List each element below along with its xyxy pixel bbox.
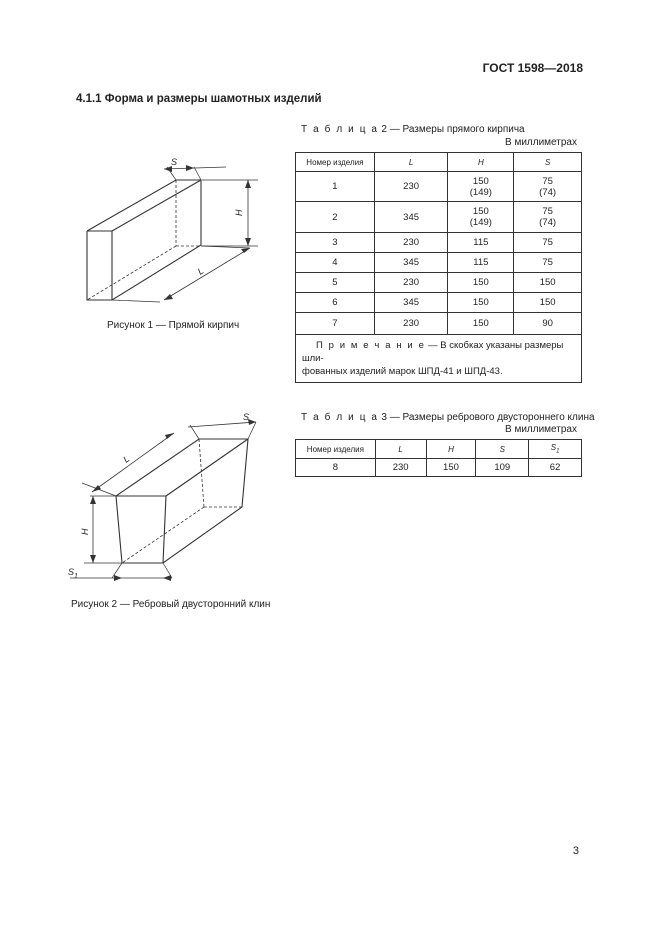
table-cell: 230 xyxy=(374,273,448,293)
table2-label: Т а б л и ц а xyxy=(301,124,379,135)
table-cell: 109 xyxy=(476,459,529,477)
table-cell: 230 xyxy=(374,313,448,335)
figure2-caption: Рисунок 2 — Ребровый двусторонний клин xyxy=(71,599,271,610)
figure-edge-wedge xyxy=(60,400,280,595)
table3 xyxy=(295,439,582,477)
table-cell: 230 xyxy=(374,172,448,202)
table2-col-s: S xyxy=(514,153,582,172)
table-cell: 115 xyxy=(448,233,514,253)
table-cell: 150 xyxy=(448,273,514,293)
document-code: ГОСТ 1598—2018 xyxy=(482,61,583,75)
table2-header-row xyxy=(296,153,582,172)
table-row xyxy=(296,273,582,293)
table-row xyxy=(296,313,582,335)
section-heading: 4.1.1 Форма и размеры шамотных изделий xyxy=(76,93,322,105)
table3-title: — Размеры ребрового двустороннего клина xyxy=(389,412,595,423)
table2-col-h: H xyxy=(448,153,514,172)
fig2-label-s: S xyxy=(243,412,250,422)
figure-straight-brick xyxy=(60,150,280,310)
table-cell: 150 xyxy=(514,293,582,313)
table-cell: 75 xyxy=(514,233,582,253)
table-row xyxy=(296,202,582,233)
table-cell: 4 xyxy=(296,253,375,273)
table2-col-num: Номер изделия xyxy=(296,153,375,172)
table2-note: П р и м е ч а н и е — В скобках указаны размеры шли- фованных изделий марок ШПД-41 и ШПД-43. xyxy=(296,335,582,383)
page-number: 3 xyxy=(572,845,579,857)
figure1-caption: Рисунок 1 — Прямой кирпич xyxy=(107,320,240,331)
table-cell: 6 xyxy=(296,293,375,313)
fig1-label-l: L xyxy=(195,265,206,277)
table-cell: 3 xyxy=(296,233,375,253)
table-row xyxy=(296,253,582,273)
table-cell: 345 xyxy=(374,253,448,273)
table-cell: 150 xyxy=(514,273,582,293)
table-cell: 150 xyxy=(426,459,476,477)
table-cell: 75 (74) xyxy=(514,172,582,202)
table-cell: 62 xyxy=(529,459,582,477)
fig2-label-l: L xyxy=(121,453,132,465)
table-cell: 75 xyxy=(514,253,582,273)
table-cell: 150 xyxy=(448,293,514,313)
table3-col-l: L xyxy=(375,440,426,459)
table-cell: 75 (74) xyxy=(514,202,582,233)
fig1-label-h: H xyxy=(234,209,244,216)
table-cell: 2 xyxy=(296,202,375,233)
fig2-label-h: H xyxy=(80,528,90,535)
table-cell: 5 xyxy=(296,273,375,293)
table3-header-row xyxy=(296,440,582,459)
table-cell: 1 xyxy=(296,172,375,202)
table-cell: 150 (149) xyxy=(448,202,514,233)
fig2-label-s1: $S_1$ xyxy=(68,567,78,580)
table-cell: 115 xyxy=(448,253,514,273)
table-cell: 7 xyxy=(296,313,375,335)
table-cell: 345 xyxy=(374,293,448,313)
table-cell: 150 xyxy=(448,313,514,335)
table-cell: 230 xyxy=(374,233,448,253)
table2-number: 2 xyxy=(381,124,387,135)
table3-units: В миллиметрах xyxy=(505,424,577,435)
table3-number: 3 xyxy=(381,412,387,423)
table2 xyxy=(295,152,582,383)
table-cell: 8 xyxy=(296,459,376,477)
table-row xyxy=(296,233,582,253)
table-cell: 150 (149) xyxy=(448,172,514,202)
table2-note-row xyxy=(296,335,582,383)
table-row xyxy=(296,172,582,202)
table2-title: — Размеры прямого кирпича xyxy=(389,124,525,135)
table-row xyxy=(296,459,582,477)
table3-label: Т а б л и ц а xyxy=(301,412,379,423)
table2-units: В миллиметрах xyxy=(505,137,577,148)
table3-col-num: Номер изделия xyxy=(296,440,376,459)
table-cell: 90 xyxy=(514,313,582,335)
table-cell: 230 xyxy=(375,459,426,477)
table2-caption xyxy=(301,124,525,135)
table-row xyxy=(296,293,582,313)
table-cell: 345 xyxy=(374,202,448,233)
table3-col-s1: $S_1$ xyxy=(529,440,582,459)
fig1-label-s: S xyxy=(171,157,178,167)
table2-col-l: L xyxy=(374,153,448,172)
table3-col-h: H xyxy=(426,440,476,459)
table3-col-s: S xyxy=(476,440,529,459)
table3-caption xyxy=(301,412,595,423)
